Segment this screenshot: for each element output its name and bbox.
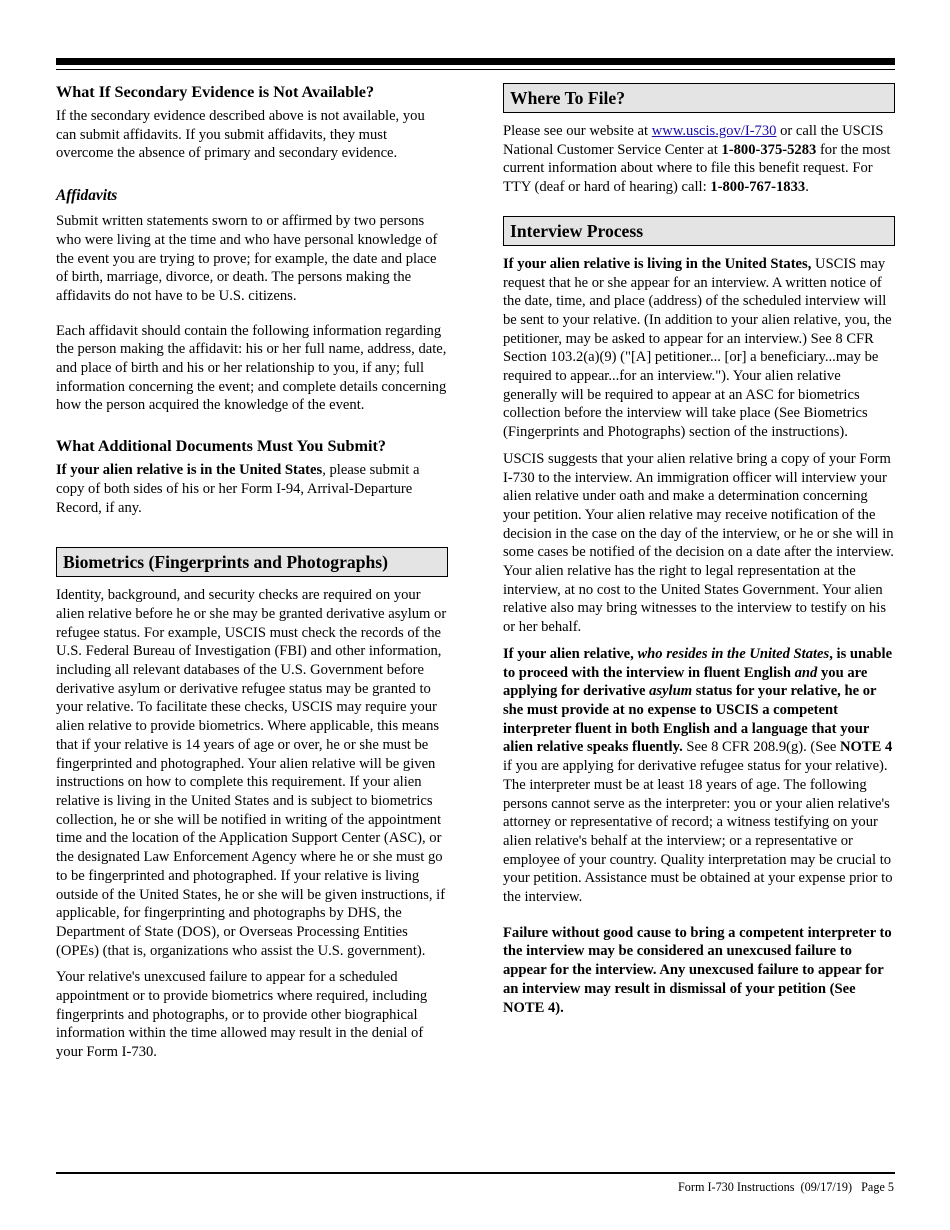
affidavits-heading: Affidavits xyxy=(56,187,118,205)
footer-page-number: Page 5 xyxy=(861,1180,894,1194)
secondary-evidence-heading: What If Secondary Evidence is Not Available? xyxy=(56,83,375,101)
where-text-1: Please see our website at xyxy=(503,123,652,139)
where-text-2: or call the USCIS National Customer Service Center at xyxy=(503,123,884,158)
additional-documents-heading: What Additional Documents Must You Submit? xyxy=(56,437,386,456)
additional-documents-paragraph xyxy=(56,461,448,517)
bottom-rule xyxy=(56,1172,895,1174)
interpreter-bold-2: , is unable to proceed with the interview in fluent English xyxy=(503,645,893,681)
additional-documents-bold: If your alien relative is in the United States xyxy=(56,462,323,479)
biometrics-paragraph-2: Your relative's unexcused failure to appear for a scheduled appointment or to provide biometrics where required, including fingerprints and photographs, or to provide other biographical information within the time allowed may result in the denial of your Form I-730. xyxy=(56,969,428,1061)
interview-paragraph-3 xyxy=(503,645,895,907)
additional-documents-text: , please submit a copy of both sides of his or her Form I-94, Arrival-Departure Record, if any. xyxy=(56,462,420,516)
biometrics-paragraph-1: Identity, background, and security checks are required on your alien relative before he or she may be granted derivative asylum or refugee status. For example, USCIS must check the records of the U.S. Federal Bureau of Investigation (FBI) and other information, including all relevant databases of the U.S. Government before derivative asylum or derivative refugee status may be granted to your relative. To facilitate these checks, USCIS may require your alien relative to provide biometrics. Where applicable, this means that if your relative is 14 years of age or over, he or she must be fingerprinted and photographed. Your alien relative will be given instructions on how to complete this requirement. If your alien relative is living in the United States and is subject to biometrics collection, he or she will be notified in writing of the appointment time and the location of the Application Support Center (ASC), or the designated Law Enforcement Agency where he or she must go to be fingerprinted and photographed. If your relative is living outside of the United States, he or she will be given instructions, if applicable, for fingerprinting and photographs by DHS, the Department of State (DOS), or Overseas Processing Entities (OPEs) (that is, organizations who assist the U.S. government). xyxy=(56,587,447,959)
interview-paragraph-4: Failure without good cause to bring a competent interpreter to the interview may be considered an unexcused failure to appear for the interview. Any unexcused failure to appear for an interview may result in dismissal of your petition (See NOTE 4). xyxy=(503,924,892,1016)
where-to-file-box: Where To File? xyxy=(503,83,895,113)
where-to-file-paragraph xyxy=(503,122,895,197)
interview-p1-bold: If your alien relative is living in the United States, xyxy=(503,255,812,272)
left-column xyxy=(56,78,448,1062)
interpreter-bold-1: If your alien relative, xyxy=(503,645,638,662)
right-column xyxy=(503,78,895,1017)
customer-service-phone: 1-800-375-5283 xyxy=(721,141,817,158)
footer-form-id: Form I-730 Instructions (09/17/19) xyxy=(678,1180,853,1194)
interview-process-box: Interview Process xyxy=(503,216,895,246)
interpreter-text-2: if you are applying for derivative refugee status for your relative). The interpreter must be at least 18 years of age. The following persons cannot serve as the interpreter: you or your alien relative's attorney or representative of record; a witness testifying on your alien relative's behalf at the interview; or a representative or employee of your country. Quality interpretation may be crucial to your petition. Assistance must be obtained at your expense prior to the interview. xyxy=(503,758,893,906)
interview-p1-text: USCIS may request that he or she appear for an interview. A written notice of the date, time, and place (address) of the scheduled interview will be sent to your relative. (In addition to your alien relative, you, the petitioner, may be asked to appear for an interview.) See 8 CFR Section 103.2(a)(9) ("[A] petitioner... [or] a beneficiary...may be required to appear...for an interview."). Your alien relative generally will be required to appear at an ASC for biometrics collection before the interview will take place (See Biometrics (Fingerprints and Photographs) section of the instructions). xyxy=(503,255,892,441)
tty-phone: 1-800-767-1833 xyxy=(710,179,806,196)
top-rule-thick xyxy=(56,58,895,65)
affidavits-paragraph-1: Submit written statements sworn to or affirmed by two persons who were living at the time and who have personal knowledge of the event you are trying to prove; for example, the date and place of birth, marriage, divorce, or death. The persons making the affidavits do not have to be U.S. citizens. xyxy=(56,213,438,304)
interview-paragraph-2: USCIS suggests that your alien relative bring a copy of your Form I-730 to the interview. An immigration officer will interview your alien relative under oath and make a determination concerning your petition. Your alien relative may receive notification of the decision in the case on the day of the interview, or he or she will in some cases be notified of the decision on a date after the interview. Your alien relative has the right to legal representation at the interview, at no cost to the United States Government. Your alien relative also may bring witnesses to the interview to testify on his or her behalf. xyxy=(503,450,894,636)
interpreter-bold-italic-1: who resides in the United States xyxy=(637,645,830,662)
uscis-website-link[interactable]: www.uscis.gov/I-730 xyxy=(651,123,777,139)
interpreter-bold-italic-2: and xyxy=(794,664,818,681)
interpreter-bold-4: status for your relative, he or she must provide at no expense to USCIS a competent interpreter fluent in both English and a language that your alien relative speaks fluently. xyxy=(503,683,877,756)
note-4-ref: NOTE 4 xyxy=(840,739,893,756)
affidavits-paragraph-2: Each affidavit should contain the following information regarding the person making the affidavit: his or her full name, address, date, and place of birth and his or her relationship to you, if any; full information concerning the event; and complete details concerning how the person acquired the knowledge of the event. xyxy=(56,322,447,414)
page-footer xyxy=(678,1180,894,1195)
top-rule-thin xyxy=(56,69,895,70)
where-text-4: . xyxy=(805,179,809,196)
interpreter-text-1: See 8 CFR 208.9(g). (See xyxy=(682,739,841,756)
where-text-3: for the most current information about where to file this benefit request. For TTY (deaf or hard of hearing) call: xyxy=(503,141,891,196)
secondary-evidence-paragraph: If the secondary evidence described above is not available, you can submit affidavits. If you submit affidavits, they must overcome the absence of primary and secondary evidence. xyxy=(56,108,425,162)
interpreter-bold-3: you are applying for derivative xyxy=(503,664,868,700)
interpreter-bold-italic-3: asylum xyxy=(649,683,693,700)
interview-paragraph-1 xyxy=(503,255,895,442)
biometrics-section-box: Biometrics (Fingerprints and Photographs) xyxy=(56,547,448,577)
